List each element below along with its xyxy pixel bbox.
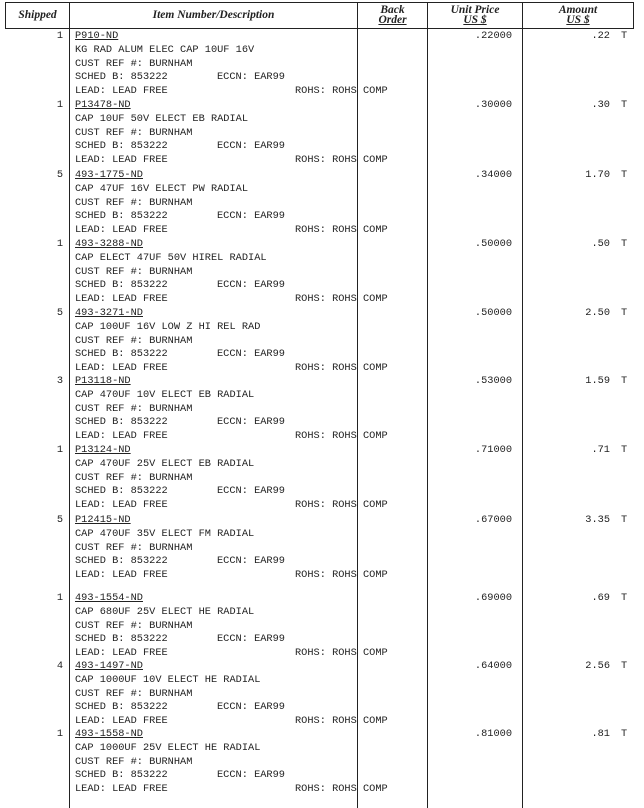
header-bottom-border: [5, 28, 633, 29]
column-divider: [357, 2, 358, 808]
item-cust-ref: CUST REF #: BURNHAM: [75, 265, 193, 278]
item-unit-price: .34000: [474, 169, 512, 181]
item-description: CAP 470UF 25V ELECT EB RADIAL: [75, 457, 255, 470]
item-eccn: ECCN: EAR99: [217, 769, 285, 782]
item-eccn: ECCN: EAR99: [217, 416, 285, 429]
item-part-number: 493-3288-ND: [75, 238, 143, 250]
item-part-number: 493-1554-ND: [75, 592, 143, 604]
item-tax-flag: T: [621, 592, 628, 604]
item-cust-ref: CUST REF #: BURNHAM: [75, 471, 193, 484]
item-qty-shipped: 1: [56, 238, 63, 250]
column-divider: [633, 2, 634, 29]
item-description: CAP 1000UF 25V ELECT HE RADIAL: [75, 741, 261, 754]
item-amount: 3.35: [585, 514, 610, 526]
item-tax-flag: T: [621, 238, 628, 250]
item-rohs: ROHS: ROHS COMP: [295, 154, 388, 167]
item-tax-flag: T: [621, 375, 628, 387]
item-description: CAP 100UF 16V LOW Z HI REL RAD: [75, 320, 261, 333]
item-lead: LEAD: LEAD FREE: [75, 154, 168, 167]
item-tax-flag: T: [621, 99, 628, 111]
item-cust-ref: CUST REF #: BURNHAM: [75, 126, 193, 139]
item-qty-shipped: 4: [56, 660, 63, 672]
item-description: CAP 10UF 50V ELECT EB RADIAL: [75, 112, 249, 125]
item-eccn: ECCN: EAR99: [217, 140, 285, 153]
item-amount: .69: [591, 592, 610, 604]
item-cust-ref: CUST REF #: BURNHAM: [75, 687, 193, 700]
item-sched-b: SCHED B: 853222: [75, 348, 168, 361]
item-eccn: ECCN: EAR99: [217, 701, 285, 714]
item-description: CAP 470UF 35V ELECT FM RADIAL: [75, 527, 255, 540]
item-lead: LEAD: LEAD FREE: [75, 647, 168, 660]
item-part-number: P910-ND: [75, 30, 119, 42]
item-lead: LEAD: LEAD FREE: [75, 715, 168, 728]
item-unit-price: .81000: [474, 728, 512, 740]
item-qty-shipped: 1: [56, 99, 63, 111]
table-top-border: [5, 2, 633, 3]
item-description: CAP 47UF 16V ELECT PW RADIAL: [75, 182, 249, 195]
item-rohs: ROHS: ROHS COMP: [295, 499, 388, 512]
item-rohs: ROHS: ROHS COMP: [295, 293, 388, 306]
item-sched-b: SCHED B: 853222: [75, 769, 168, 782]
item-cust-ref: CUST REF #: BURNHAM: [75, 57, 193, 70]
item-description: CAP 680UF 25V ELECT HE RADIAL: [75, 605, 255, 618]
item-qty-shipped: 1: [56, 728, 63, 740]
item-lead: LEAD: LEAD FREE: [75, 783, 168, 796]
item-tax-flag: T: [621, 444, 628, 456]
item-lead: LEAD: LEAD FREE: [75, 293, 168, 306]
item-amount: .30: [591, 99, 610, 111]
item-part-number: P12415-ND: [75, 514, 131, 526]
item-eccn: ECCN: EAR99: [217, 555, 285, 568]
item-rohs: ROHS: ROHS COMP: [295, 569, 388, 582]
item-unit-price: .50000: [474, 238, 512, 250]
item-sched-b: SCHED B: 853222: [75, 210, 168, 223]
item-qty-shipped: 5: [56, 307, 63, 319]
item-cust-ref: CUST REF #: BURNHAM: [75, 755, 193, 768]
item-description: CAP ELECT 47UF 50V HIREL RADIAL: [75, 251, 267, 264]
item-description: CAP 470UF 10V ELECT EB RADIAL: [75, 388, 255, 401]
item-rohs: ROHS: ROHS COMP: [295, 647, 388, 660]
item-cust-ref: CUST REF #: BURNHAM: [75, 196, 193, 209]
item-lead: LEAD: LEAD FREE: [75, 499, 168, 512]
column-header-back-order: Back Order: [378, 4, 407, 26]
item-amount: .81: [591, 728, 610, 740]
item-eccn: ECCN: EAR99: [217, 71, 285, 84]
item-sched-b: SCHED B: 853222: [75, 71, 168, 84]
item-sched-b: SCHED B: 853222: [75, 279, 168, 292]
item-tax-flag: T: [621, 514, 628, 526]
item-eccn: ECCN: EAR99: [217, 485, 285, 498]
item-lead: LEAD: LEAD FREE: [75, 362, 168, 375]
item-sched-b: SCHED B: 853222: [75, 140, 168, 153]
item-description: CAP 1000UF 10V ELECT HE RADIAL: [75, 673, 261, 686]
item-tax-flag: T: [621, 169, 628, 181]
item-cust-ref: CUST REF #: BURNHAM: [75, 619, 193, 632]
item-rohs: ROHS: ROHS COMP: [295, 224, 388, 237]
item-amount: 2.56: [585, 660, 610, 672]
item-lead: LEAD: LEAD FREE: [75, 569, 168, 582]
item-eccn: ECCN: EAR99: [217, 279, 285, 292]
item-part-number: 493-1558-ND: [75, 728, 143, 740]
item-tax-flag: T: [621, 728, 628, 740]
item-cust-ref: CUST REF #: BURNHAM: [75, 541, 193, 554]
item-qty-shipped: 5: [56, 169, 63, 181]
column-header-unit-price: Unit Price US $: [450, 4, 500, 26]
item-sched-b: SCHED B: 853222: [75, 485, 168, 498]
item-rohs: ROHS: ROHS COMP: [295, 715, 388, 728]
item-description: KG RAD ALUM ELEC CAP 10UF 16V: [75, 43, 255, 56]
item-sched-b: SCHED B: 853222: [75, 555, 168, 568]
item-amount: 1.70: [585, 169, 610, 181]
item-qty-shipped: 1: [56, 592, 63, 604]
item-amount: .71: [591, 444, 610, 456]
column-header-amount: Amount US $: [558, 4, 598, 26]
item-tax-flag: T: [621, 307, 628, 319]
item-lead: LEAD: LEAD FREE: [75, 85, 168, 98]
item-part-number: P13118-ND: [75, 375, 131, 387]
item-rohs: ROHS: ROHS COMP: [295, 430, 388, 443]
item-unit-price: .69000: [474, 592, 512, 604]
item-rohs: ROHS: ROHS COMP: [295, 362, 388, 375]
item-tax-flag: T: [621, 30, 628, 42]
item-qty-shipped: 5: [56, 514, 63, 526]
item-amount: .50: [591, 238, 610, 250]
item-amount: 2.50: [585, 307, 610, 319]
item-amount: .22: [591, 30, 610, 42]
item-unit-price: .30000: [474, 99, 512, 111]
item-part-number: 493-1497-ND: [75, 660, 143, 672]
item-part-number: 493-3271-ND: [75, 307, 143, 319]
item-part-number: P13478-ND: [75, 99, 131, 111]
item-unit-price: .22000: [474, 30, 512, 42]
column-divider: [522, 2, 523, 808]
item-lead: LEAD: LEAD FREE: [75, 224, 168, 237]
item-unit-price: .50000: [474, 307, 512, 319]
item-qty-shipped: 1: [56, 30, 63, 42]
item-qty-shipped: 1: [56, 444, 63, 456]
item-amount: 1.59: [585, 375, 610, 387]
item-eccn: ECCN: EAR99: [217, 210, 285, 223]
item-unit-price: .67000: [474, 514, 512, 526]
item-part-number: 493-1775-ND: [75, 169, 143, 181]
column-divider: [69, 2, 70, 808]
item-part-number: P13124-ND: [75, 444, 131, 456]
item-cust-ref: CUST REF #: BURNHAM: [75, 402, 193, 415]
item-unit-price: .64000: [474, 660, 512, 672]
item-tax-flag: T: [621, 660, 628, 672]
column-header-shipped: Shipped: [18, 9, 57, 21]
item-rohs: ROHS: ROHS COMP: [295, 85, 388, 98]
item-eccn: ECCN: EAR99: [217, 348, 285, 361]
item-unit-price: .71000: [474, 444, 512, 456]
item-sched-b: SCHED B: 853222: [75, 633, 168, 646]
item-rohs: ROHS: ROHS COMP: [295, 783, 388, 796]
column-divider: [427, 2, 428, 808]
item-unit-price: .53000: [474, 375, 512, 387]
item-cust-ref: CUST REF #: BURNHAM: [75, 334, 193, 347]
item-lead: LEAD: LEAD FREE: [75, 430, 168, 443]
item-sched-b: SCHED B: 853222: [75, 416, 168, 429]
item-qty-shipped: 3: [56, 375, 63, 387]
column-header-item: Item Number/Description: [152, 9, 275, 21]
item-eccn: ECCN: EAR99: [217, 633, 285, 646]
item-sched-b: SCHED B: 853222: [75, 701, 168, 714]
